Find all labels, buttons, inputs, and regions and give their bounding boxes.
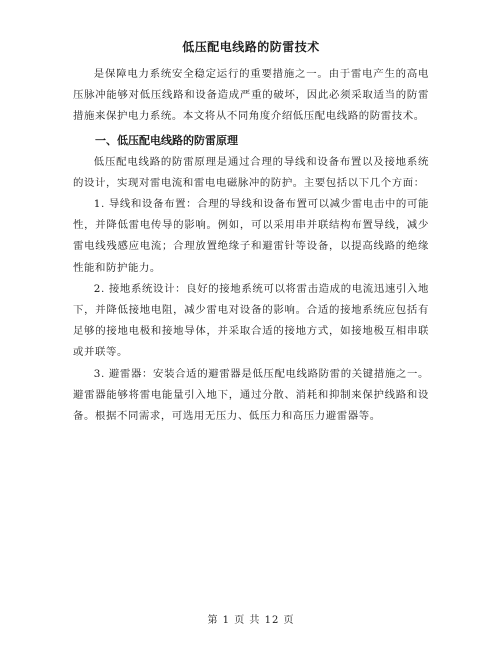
section-lead-paragraph: 低压配电线路的防雷原理是通过合理的导线和设备布置以及接地系统的设计，实现对雷电流和雷电电磁脉冲的防护。主要包括以下几个方面： [73, 155, 429, 189]
list-item-surge-arrester: 3. 避雷器：安装合适的避雷器是低压配电线路防雷的关键措施之一。避雷器能够将雷电能量引入地下，通过分散、消耗和抑制来保护线路和设备。根据不同需求，可选用无压力、低压力和高压力避雷器等。 [73, 367, 429, 423]
intro-paragraph: 是保障电力系统安全稳定运行的重要措施之一。由于雷电产生的高电压脉冲能够对低压线路和设备造成严重的破坏，因此必须采取适当的防雷措施来保护电力系统。本文将从不同角度介绍低压配电线路的防雷技术。 [73, 68, 429, 123]
page-number-footer: 第 1 页 共 12 页 [207, 615, 295, 626]
list-item-wiring-layout: 1. 导线和设备布置：合理的导线和设备布置可以减少雷电击中的可能性，并降低雷电传导的影响。例如，可以采用串并联结构布置导线，减少雷电线残感应电流；合理放置绝缘子和避雷针等设备，以提高线路的绝缘性能和防护能力。 [73, 198, 429, 274]
list-item-grounding-design: 2. 接地系统设计：良好的接地系统可以将雷击造成的电流迅速引入地下，并降低接地电阻，减少雷电对设备的影响。合适的接地系统应包括有足够的接地电极和接地导体，并采取合适的接地方式，如接地极互相串联或并联等。 [73, 282, 429, 359]
document-title: 低压配电线路的防雷技术 [182, 40, 320, 54]
section-heading: 一、低压配电线路的防雷原理 [95, 133, 238, 147]
document-body [73, 64, 429, 427]
